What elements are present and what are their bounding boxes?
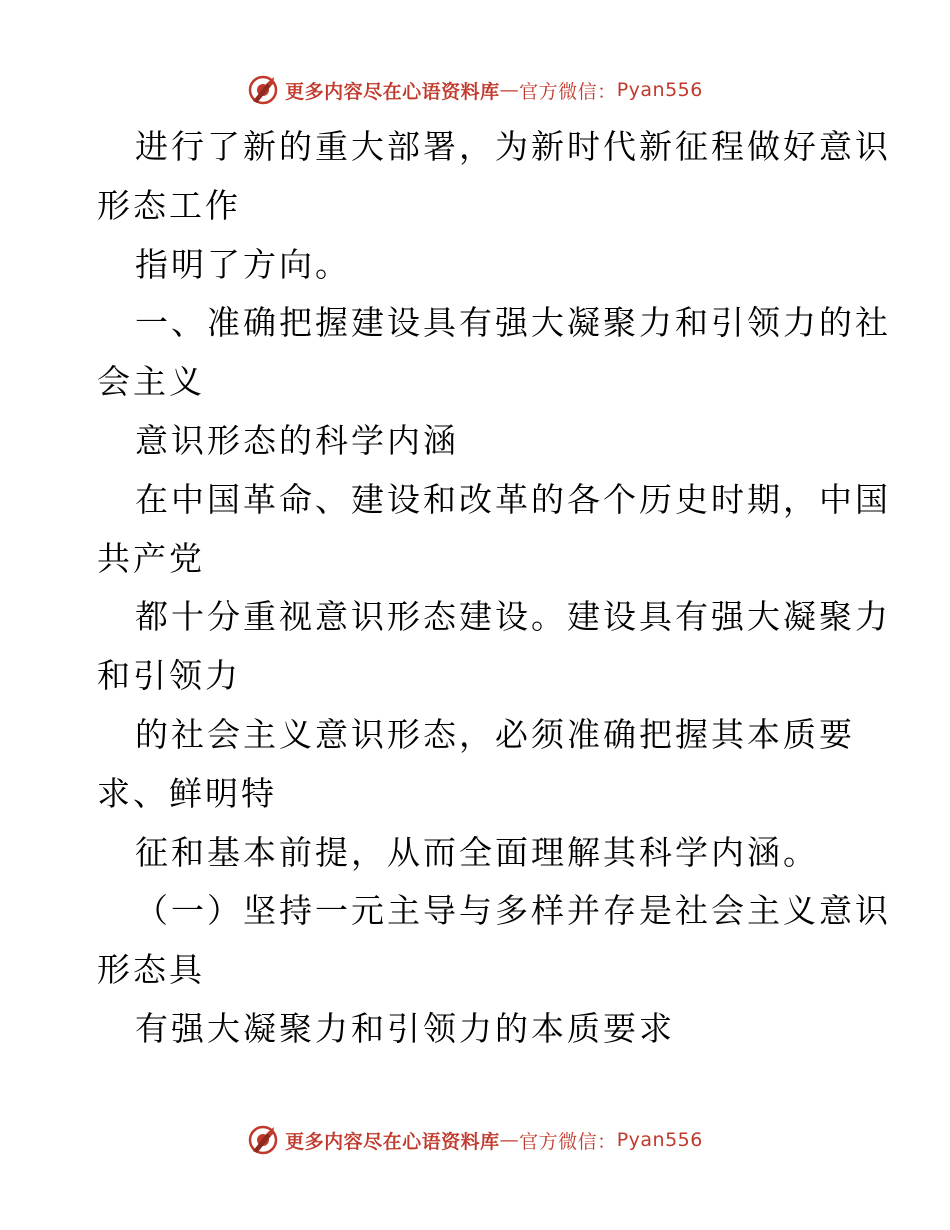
document-body bbox=[97, 118, 891, 1059]
body-line: 和引领力 bbox=[97, 656, 241, 696]
section-heading-line: 一、准确把握建设具有强大凝聚力和引领力的社 bbox=[135, 303, 891, 343]
footer-watermark bbox=[0, 1120, 950, 1160]
watermark-contact-id: Pyan556 bbox=[616, 79, 703, 101]
watermark-brand: 更多内容尽在心语资料库 bbox=[285, 1130, 500, 1153]
watermark-brand: 更多内容尽在心语资料库 bbox=[285, 80, 500, 103]
quill-circle-icon bbox=[247, 74, 279, 106]
body-line: 征和基本前提，从而全面理解其科学内涵。 bbox=[135, 832, 819, 872]
subsection-heading-line: 形态具 bbox=[97, 950, 205, 990]
watermark-separator: — bbox=[499, 1129, 520, 1151]
subsection-heading-line: 有强大凝聚力和引领力的本质要求 bbox=[135, 1008, 675, 1048]
body-line: 共产党 bbox=[97, 538, 205, 578]
section-heading-line: 意识形态的科学内涵 bbox=[135, 420, 459, 460]
body-line: 进行了新的重大部署，为新时代新征程做好意识 bbox=[135, 127, 891, 166]
header-watermark bbox=[0, 70, 950, 110]
subsection-heading-line: （一）坚持一元主导与多样并存是社会主义意识 bbox=[135, 891, 891, 931]
watermark-contact-label: 官方微信： bbox=[519, 80, 617, 103]
body-line: 求、鲜明特 bbox=[97, 773, 277, 813]
watermark-contact-id: Pyan556 bbox=[616, 1129, 703, 1151]
section-heading-line: 会主义 bbox=[97, 362, 205, 402]
body-line: 指明了方向。 bbox=[135, 244, 351, 284]
watermark-separator: — bbox=[499, 79, 520, 101]
body-line: 形态工作 bbox=[97, 185, 241, 225]
quill-circle-icon bbox=[247, 1124, 279, 1156]
watermark-contact-label: 官方微信： bbox=[519, 1130, 617, 1153]
body-line: 在中国革命、建设和改革的各个历史时期，中国 bbox=[135, 479, 891, 519]
body-line: 都十分重视意识形态建设。建设具有强大凝聚力 bbox=[135, 597, 891, 637]
body-line: 的社会主义意识形态，必须准确把握其本质要 bbox=[135, 714, 855, 754]
